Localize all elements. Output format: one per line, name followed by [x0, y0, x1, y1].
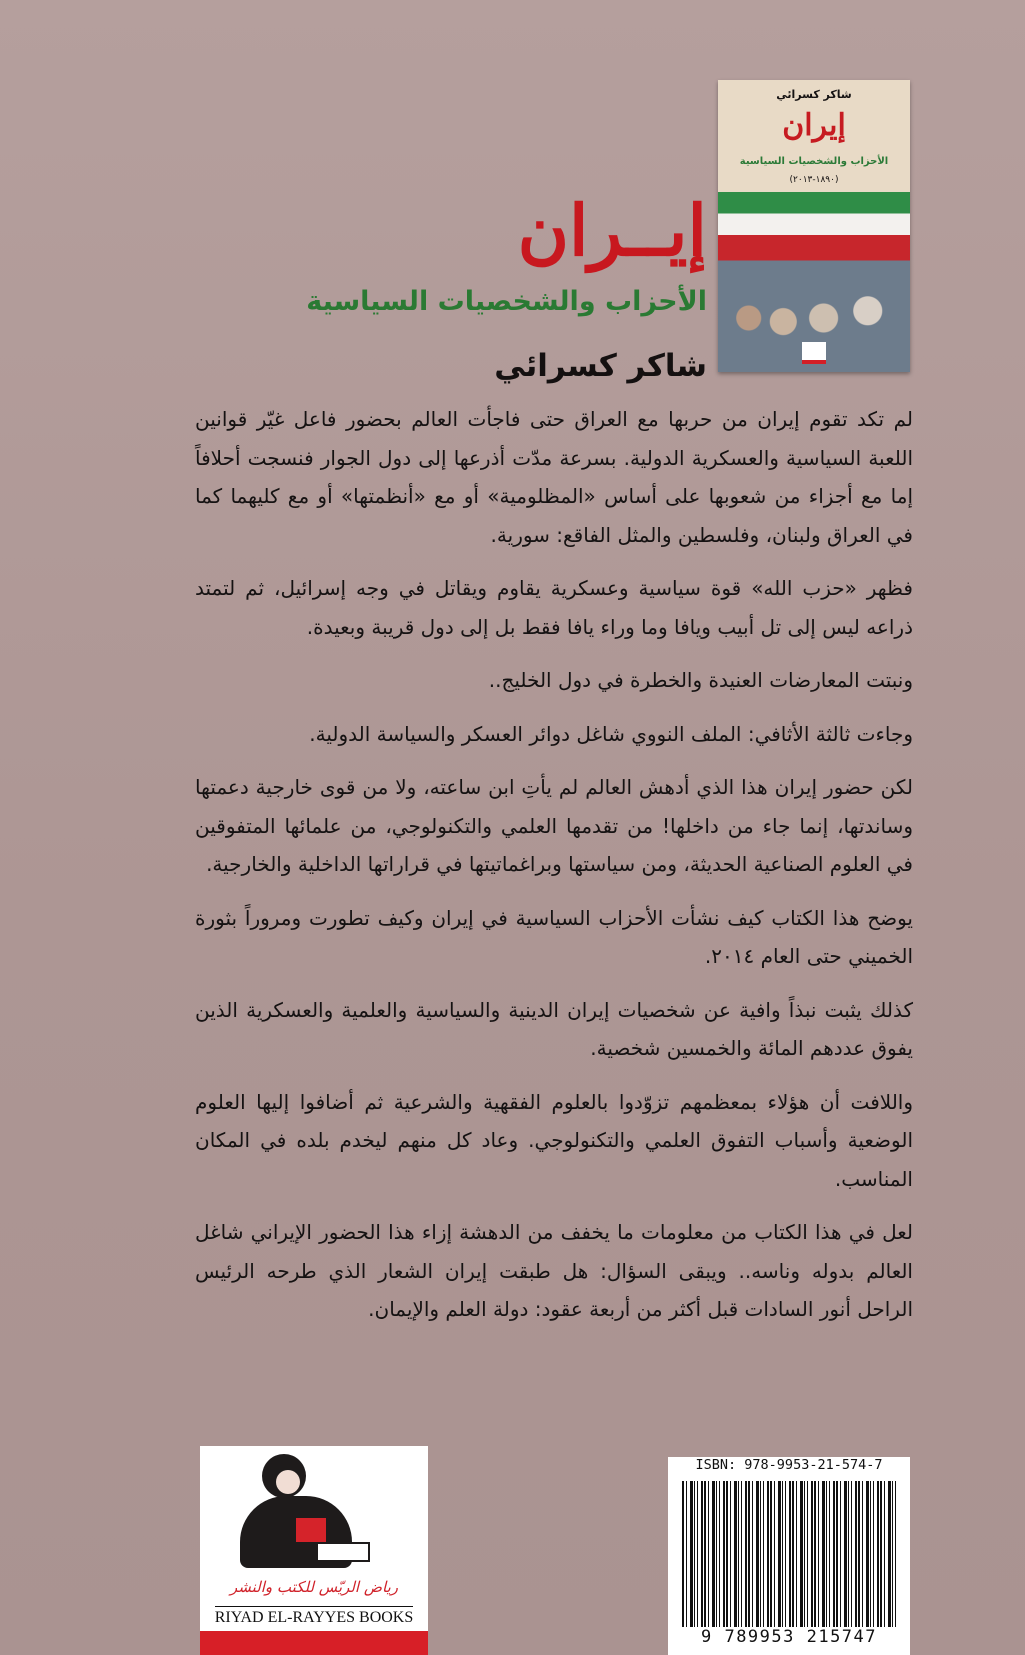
blurb-paragraph: فظهر «حزب الله» قوة سياسية وعسكرية يقاوم ويقاتل في وجه إسرائيل، ثم لتمتد ذراعه ليس إلى تل أبيب ويافا وما وراء يافا فقط بل إلى دول قريبة وبعيدة. — [195, 576, 913, 639]
publisher-name-arabic: رياض الريّس للكتب والنشر — [230, 1578, 398, 1596]
book-author: شاكر كسرائي — [494, 348, 707, 384]
thumbnail-author: شاكر كسرائي — [776, 88, 852, 101]
thumbnail-years: (١٨٩٠-٢٠١٣) — [789, 175, 839, 185]
blurb-paragraph: لكن حضور إيران هذا الذي أدهش العالم لم يأتِ ابن ساعته، ولا من قوى خارجية دعمتها وساندتها، إنما جاء من داخلها! من تقدمها العلمي والتكنولوجي، من علمائها المتفوقين في العلوم الصناعية الحديثة، ومن سياستها وبراغماتيتها في قراراتها الداخلية والخارجية. — [195, 775, 913, 876]
front-cover-thumbnail — [718, 80, 910, 372]
blurb-paragraph: ونبتت المعارضات العنيدة والخطرة في دول الخليج.. — [488, 668, 913, 692]
blurb-paragraph: وجاءت ثالثة الأثافي: الملف النووي شاغل دوائر العسكر والسياسة الدولية. — [309, 721, 913, 746]
blurb-paragraph: يوضح هذا الكتاب كيف نشأت الأحزاب السياسية في إيران وكيف تطورت ومروراً بثورة الخميني حتى العام ٢٠١٤. — [195, 905, 913, 968]
publisher-name-latin: RIYAD EL-RAYYES BOOKS — [200, 1609, 428, 1627]
thumbnail-title: إيران — [782, 108, 846, 143]
red-scarf-icon — [296, 1518, 326, 1542]
blurb-paragraph: لم تكد تقوم إيران من حربها مع العراق حتى فاجأت العالم بحضور فاعل غيّر قوانين اللعبة السياسية والعسكرية الدولية. بسرعة مدّت أذرعها إلى دول الجوار فنسجت أحلافاً إما مع أجزاء من شعوبها على أساس «المظلومية» أو مع «أنظمتها» أو مع كليهما كما في العراق ولبنان، وفلسطين والمثل الفاقع: سورية. — [195, 407, 913, 547]
blurb-paragraph: لعل في هذا الكتاب من معلومات ما يخفف من الدهشة إزاء هذا الحضور الإيراني شاغل العالم بدوله وناسه.. ويبقى السؤال: هل طبقت إيران الشعار الذي طرحه الرئيس الراحل أنور السادات قبل أكثر من أربعة عقود: دولة العلم والإيمان. — [195, 1220, 913, 1321]
book-subtitle: الأحزاب والشخصيات السياسية — [306, 286, 707, 317]
blurb-paragraph: كذلك يثبت نبذاً وافية عن شخصيات إيران الدينية والسياسية والعلمية والعسكرية الذين يفوق عددهم المائة والخمسين شخصية. — [195, 997, 913, 1060]
blurb-text — [195, 400, 913, 1344]
reader-face-icon — [276, 1470, 300, 1494]
publisher-red-bar — [200, 1631, 428, 1655]
isbn-barcode — [668, 1457, 910, 1655]
book-title: إيــران — [517, 189, 707, 272]
publisher-logo — [200, 1446, 428, 1655]
isbn-label: ISBN: 978-9953-21-574-7 — [695, 1457, 883, 1473]
barcode-bars — [682, 1481, 896, 1627]
thumbnail-subtitle: الأحزاب والشخصيات السياسية — [739, 156, 889, 167]
thumbnail-publisher-logo — [802, 342, 826, 364]
open-book-icon — [316, 1542, 370, 1562]
blurb-paragraph: واللافت أن هؤلاء بمعظمهم تزوّدوا بالعلوم الفقهية والشرعية ثم أضافوا إليها العلوم الوضعية وأسباب التفوق العلمي والتكنولوجي. وعاد كل منهم ليخدم بلده في المكان المناسب. — [195, 1089, 913, 1191]
barcode-digits: 9 789953 215747 — [700, 1627, 878, 1647]
